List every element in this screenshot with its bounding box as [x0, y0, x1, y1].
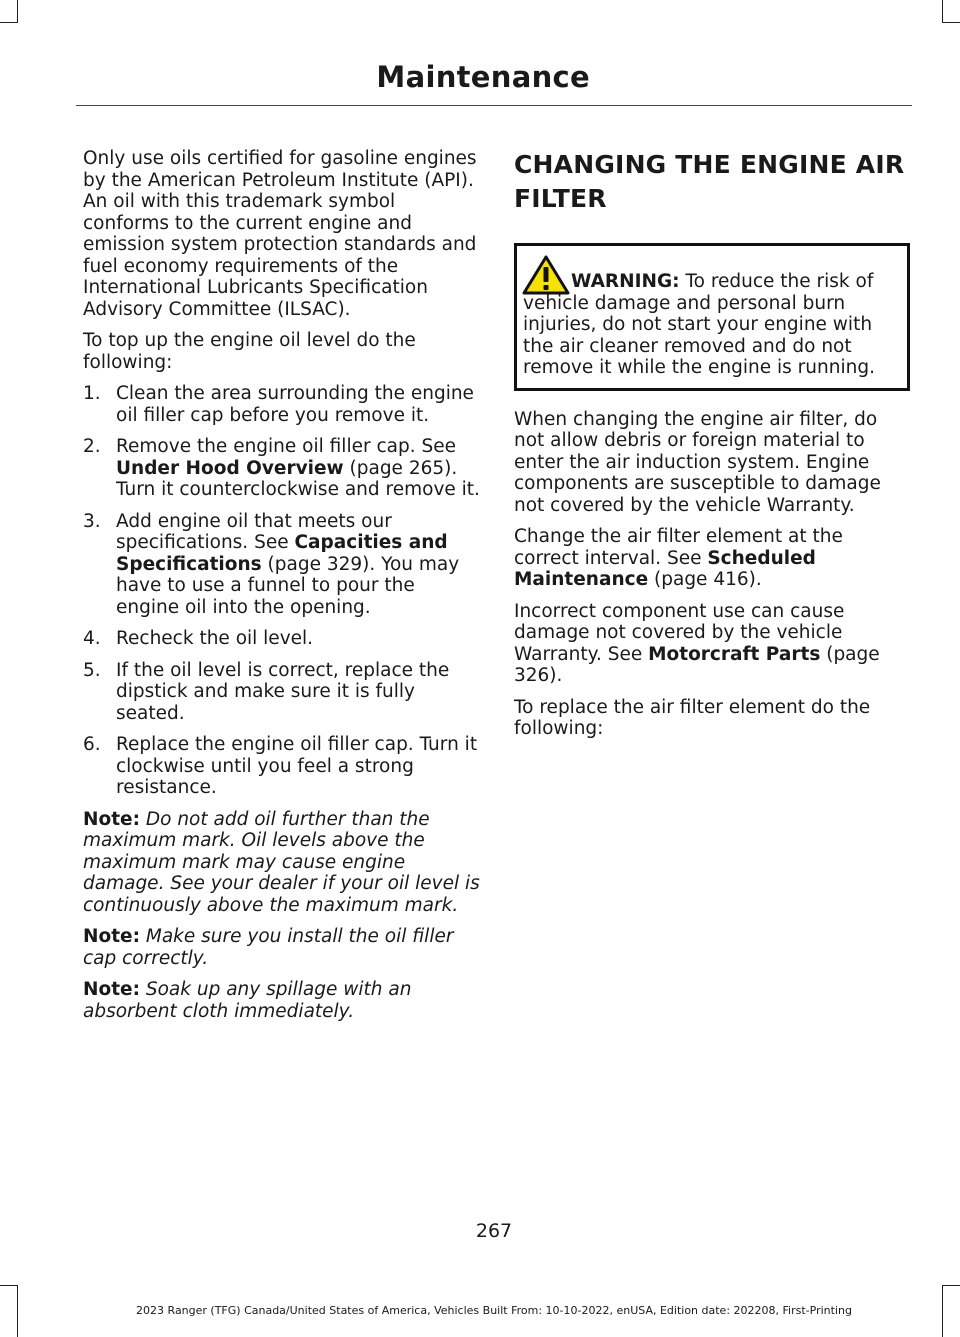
note-label: Note: — [83, 979, 140, 1000]
crop-mark — [0, 22, 18, 23]
step-number: 5. — [83, 659, 101, 681]
step-text: If the oil level is correct, replace the dipstick and make sure it is fully seated. — [116, 659, 450, 724]
crop-mark — [942, 1285, 960, 1286]
step-item — [83, 383, 480, 426]
capacities-and-specifications-link[interactable]: Capacities and Specifications — [116, 532, 448, 575]
step-text — [116, 511, 480, 619]
warning-box — [514, 243, 910, 391]
paragraph-post: (page 326). — [514, 643, 880, 686]
crop-mark — [942, 22, 960, 23]
footer-text: 2023 Ranger (TFG) Canada/United States of America, Vehicles Built From: 10-10-2022, enUSA, Edition date: 202208, First-Printing — [136, 1304, 852, 1317]
step-text: Replace the engine oil filler cap. Turn it clockwise until you feel a strong resistance. — [116, 734, 478, 798]
step-text-post: (page 265). Turn it counterclockwise and remove it. — [116, 457, 480, 500]
debris-paragraph: When changing the engine air filter, do not allow debris or foreign material to enter the air induction system. Engine components are susceptible to damage not covered by the vehicle Warranty. — [514, 408, 881, 516]
step-item — [83, 660, 480, 725]
note — [83, 979, 480, 1022]
step-text-pre: Add engine oil that meets our specifications. See — [116, 510, 392, 553]
step-item — [83, 734, 480, 799]
replace-paragraph: To replace the air filter element do the following: — [514, 696, 871, 739]
interval-paragraph — [514, 526, 910, 591]
step-text — [116, 436, 480, 501]
note-label: Note: — [83, 808, 140, 830]
component-paragraph — [514, 601, 910, 687]
section-title: CHANGING THE ENGINE AIR FILTER — [514, 150, 905, 213]
note — [83, 809, 480, 917]
crop-mark — [942, 0, 943, 22]
step-item — [83, 436, 480, 501]
step-number: 4. — [83, 628, 101, 649]
page-title: Maintenance — [376, 60, 590, 94]
right-column — [514, 148, 910, 750]
step-text: Clean the area surrounding the engine oil filler cap before you remove it. — [116, 383, 474, 426]
motorcraft-parts-link[interactable]: Motorcraft Parts — [648, 643, 821, 665]
scheduled-maintenance-link[interactable]: Scheduled Maintenance — [514, 547, 816, 590]
warning-label: WARNING: — [571, 271, 680, 292]
topup-paragraph: To top up the engine oil level do the following: — [83, 330, 416, 373]
note — [83, 926, 480, 969]
step-item — [83, 628, 480, 650]
step-number: 3. — [83, 510, 101, 532]
crop-mark — [17, 0, 18, 22]
paragraph-pre: Incorrect component use can cause damage not covered by the vehicle Warranty. See — [514, 600, 845, 665]
note-text: Do not add oil further than the maximum mark. Oil levels above the maximum mark may cause engine damage. See your dealer if your oil level is continuously above the maximum mark. — [83, 808, 480, 916]
step-number: 2. — [83, 436, 101, 457]
note-text: Make sure you install the oil filler cap correctly. — [83, 926, 454, 969]
note-text: Soak up any spillage with an absorbent cloth immediately. — [83, 979, 412, 1022]
note-label: Note: — [83, 926, 140, 947]
left-column — [83, 148, 480, 1032]
under-hood-overview-link[interactable]: Under Hood Overview — [116, 457, 344, 479]
step-text-pre: Remove the engine oil filler cap. See — [116, 436, 456, 457]
header-divider — [76, 105, 912, 106]
intro-paragraph: Only use oils certified for gasoline engines by the American Petroleum Institute (API). An oil with this trademark symbol conforms to the current engine and emission system protection standards and fuel economy requirements of the International Lubricants Specification Advisory Committee (ILSAC). — [83, 148, 477, 320]
step-text-post: (page 329). You may have to use a funnel to pour the engine oil into the opening. — [116, 553, 460, 618]
paragraph-pre: Change the air filter element at the correct interval. See — [514, 526, 843, 569]
step-item — [83, 511, 480, 619]
warning-triangle-icon — [522, 255, 570, 295]
paragraph-post: (page 416). — [648, 569, 762, 590]
step-number: 6. — [83, 734, 101, 755]
crop-mark — [0, 1285, 18, 1286]
warning-text: To reduce the risk of vehicle damage and personal burn injuries, do not start your engine with the air cleaner removed and do not remove it while the engine is running. — [523, 271, 875, 378]
page-number: 267 — [475, 1220, 513, 1242]
step-number: 1. — [83, 383, 101, 404]
step-text: Recheck the oil level. — [116, 628, 314, 649]
